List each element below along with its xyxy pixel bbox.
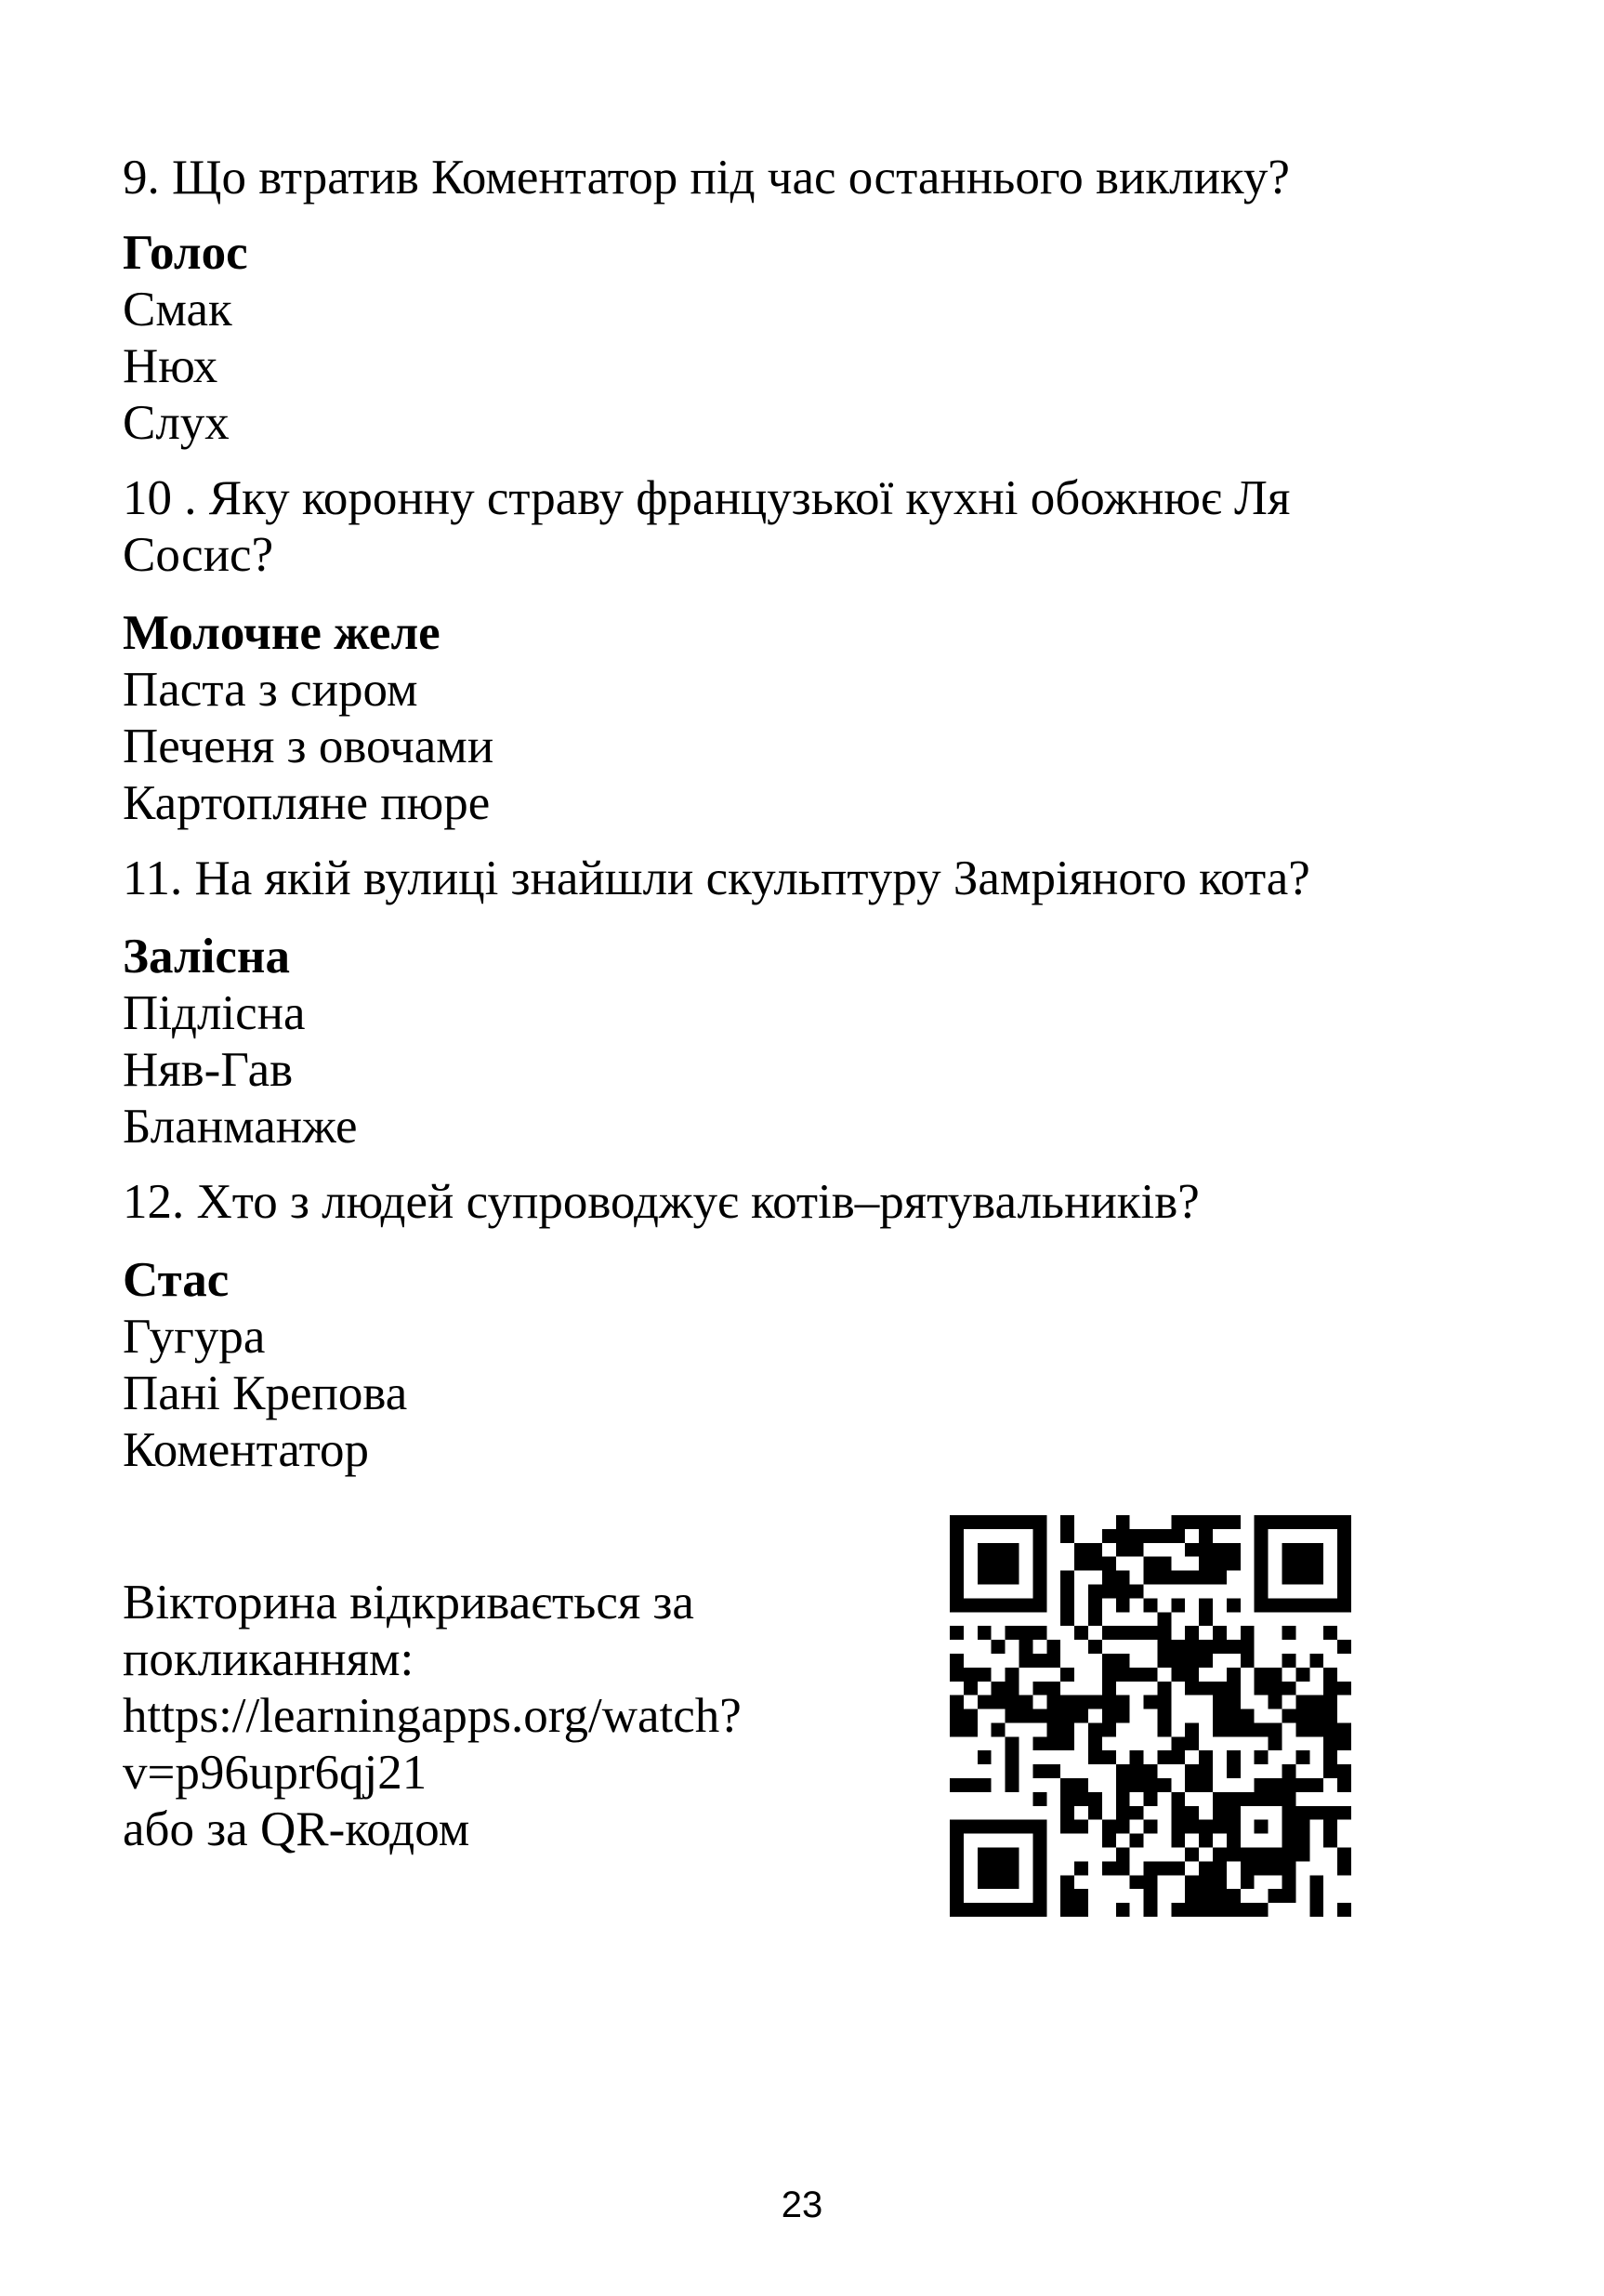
question-10-line-1: 10 . Яку коронну страву французької кухні обожнює Ля [123,471,1291,525]
answer-option: Гугура [123,1310,266,1364]
question-10-line-2: Сосис? [123,528,274,582]
qr-code-image[interactable] [950,1515,1351,1917]
question-11: 11. На якій вулиці знайшли скульптуру Замріяного кота? [123,851,1310,905]
question-12: 12. Хто з людей супроводжує котів–рятувальників? [123,1175,1200,1229]
answer-correct: Молочне желе [123,606,440,660]
answer-option: Смак [123,283,232,336]
answer-option: Няв-Гав [123,1043,294,1097]
answer-option: Бланманже [123,1100,358,1154]
answer-option: Паста з сиром [123,663,418,717]
quiz-link-text: покликанням: [123,1632,414,1686]
answer-option: Картопляне пюре [123,776,491,830]
answer-correct: Стас [123,1253,230,1307]
quiz-link-text: Вікторина відкривається за [123,1576,694,1630]
answer-option: Коментатор [123,1423,370,1477]
page-number: 23 [781,2184,823,2225]
answer-correct: Залісна [123,930,290,983]
question-9: 9. Що втратив Коментатор під час останнього виклику? [123,151,1290,205]
quiz-link-text: або за QR-кодом [123,1802,470,1856]
qr-code-icon [950,1515,1351,1917]
answer-option: Слух [123,396,230,450]
quiz-link-url[interactable]: https://learningapps.org/watch? [123,1689,742,1743]
answer-correct: Голос [123,226,248,280]
answer-option: Нюх [123,339,218,393]
answer-option: Пані Крепова [123,1366,408,1420]
quiz-link-url[interactable]: v=p96upr6qj21 [123,1746,427,1800]
answer-option: Печеня з овочами [123,719,494,773]
answer-option: Підлісна [123,986,306,1040]
